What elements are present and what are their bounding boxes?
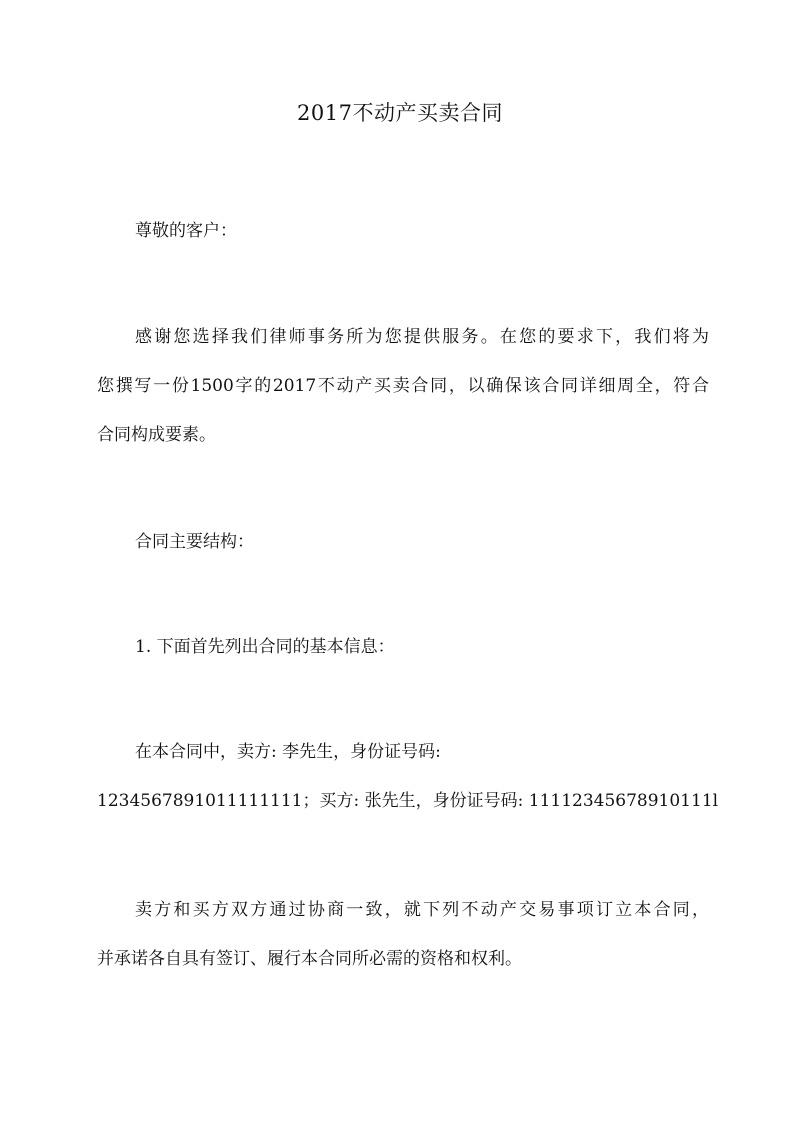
agreement-line-2: 并承诺各自具有签订、履行本合同所必需的资格和权利。 [97,949,522,969]
structure-heading-paragraph [97,527,709,557]
parties-line-2: 1234567891011111111；买方: 张先生，身份证号码: 11112345678910111l [97,791,719,811]
agreement-line-1: 卖方和买方双方通过协商一致，就下列不动产交易事项订立本合同， [135,900,709,920]
agreement-paragraph [97,895,709,974]
intro-line-3: 合同构成要素。 [97,425,216,445]
section-1-heading-paragraph [97,632,709,662]
intro-line-2: 您撰写一份1500字的2017不动产买卖合同，以确保该合同详细周全，符合 [97,376,709,396]
intro-paragraph [97,322,709,450]
salutation-paragraph [97,216,709,246]
salutation-text: 尊敬的客户： [135,221,237,241]
parties-paragraph [97,737,719,816]
structure-heading: 合同主要结构： [135,532,254,552]
section-1-heading: 1. 下面首先列出合同的基本信息： [135,637,395,657]
document-title: 2017不动产买卖合同 [297,101,503,125]
intro-line-1: 感谢您选择我们律师事务所为您提供服务。在您的要求下，我们将为 [135,327,709,347]
parties-line-1: 在本合同中，卖方: 李先生，身份证号码: [135,742,441,762]
